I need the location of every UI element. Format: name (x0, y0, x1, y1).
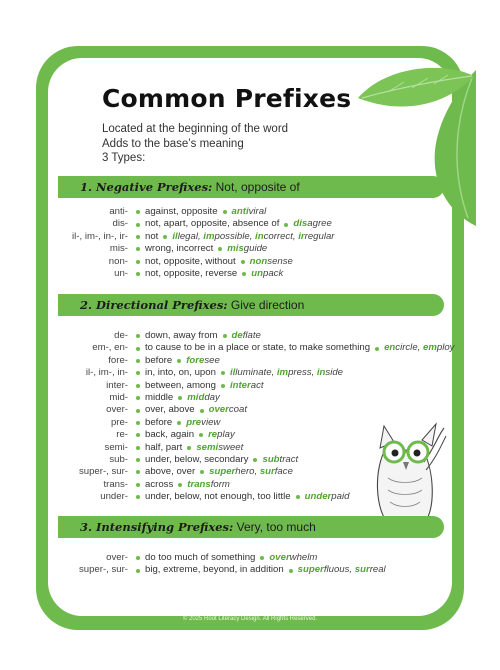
example-prefix-highlight: im (203, 230, 215, 242)
prefix-list (48, 206, 452, 280)
example-base: paid (331, 491, 350, 503)
prefix-row (48, 552, 452, 564)
prefix-meaning: over, above (145, 404, 195, 416)
example-prefix-highlight: ir (298, 230, 305, 242)
prefix-label: em-, en- (92, 342, 128, 354)
example-base: view (201, 416, 221, 428)
bullet-dot (223, 210, 227, 214)
prefix-meaning: middle (145, 391, 174, 403)
prefix-row (48, 564, 452, 576)
example-word (209, 466, 293, 478)
prefix-meaning: not, apart, opposite, absence of (145, 218, 280, 230)
example-word (250, 256, 293, 268)
prefix-row (48, 342, 455, 354)
prefix-meaning: not (145, 230, 159, 242)
prefix-meaning: before (145, 354, 173, 366)
example-word (227, 243, 267, 255)
prefix-meaning: across (145, 478, 174, 490)
bullet-dot (218, 247, 222, 251)
prefix-meaning: not, opposite, reverse (145, 267, 238, 279)
bullet-dot (136, 223, 140, 227)
prefix-label: over- (106, 552, 128, 563)
example-word (232, 330, 261, 342)
example-word (262, 454, 298, 466)
bullet-dot (136, 359, 140, 363)
bullet-dot (223, 334, 227, 338)
bullet-dot (136, 235, 140, 239)
example-base: flate (242, 330, 261, 341)
bullet-dot (221, 384, 225, 388)
prefix-meaning: do too much of something (145, 552, 256, 563)
prefix-row (48, 330, 452, 342)
bullet-dot (375, 347, 379, 351)
prefix-meaning: big, extreme, beyond, in addition (145, 564, 284, 576)
example-base: see (204, 354, 220, 366)
bullet-dot (136, 483, 140, 487)
prefix-meaning: before (145, 416, 173, 428)
prefix-row (48, 243, 452, 255)
prefix-label: super-, sur- (78, 466, 128, 478)
example-prefix-highlight: super (209, 466, 236, 478)
intro-line: Located at the beginning of the word (102, 123, 289, 135)
example-word (209, 404, 247, 416)
example-prefix-highlight: non (249, 255, 268, 267)
example-base: guide (243, 243, 268, 255)
bullet-dot (199, 433, 203, 437)
example-word (251, 268, 283, 280)
bullet-dot (136, 272, 140, 276)
prefix-meaning: under, below, secondary (145, 453, 249, 465)
bullet-dot (200, 470, 204, 474)
example-word (384, 342, 454, 354)
prefix-row (48, 392, 452, 404)
bullet-dot (200, 409, 204, 413)
intro-line: 3 Types: (102, 152, 146, 164)
prefix-label: un- (114, 267, 128, 279)
example-base: whelm (289, 552, 318, 563)
section-description: Very, too much (233, 520, 316, 534)
example-word (172, 231, 334, 243)
example-base: correct, (263, 230, 299, 242)
bullet-dot (136, 458, 140, 462)
bullet-dot (241, 260, 245, 264)
bullet-dot (136, 433, 140, 437)
bullet-dot (260, 556, 264, 560)
example-word (187, 392, 220, 404)
page-title: Common Prefixes (102, 84, 352, 113)
prefix-label: pre- (110, 416, 128, 428)
prefix-label: mid- (109, 391, 128, 403)
section-title: 3. Intensifying Prefixes: (80, 520, 234, 534)
example-prefix-highlight: un (251, 267, 263, 279)
example-base: regular (304, 230, 335, 242)
example-base: circle, (395, 342, 423, 354)
example-prefix-highlight: super (297, 564, 324, 576)
section-title: 1. Negative Prefixes: (80, 180, 213, 194)
bullet-dot (178, 483, 182, 487)
prefix-meaning: above, over (145, 466, 196, 478)
example-base: real (369, 564, 386, 576)
example-prefix-highlight: il (229, 367, 236, 379)
prefix-label: il-, im-, in- (85, 367, 128, 379)
bullet-dot (284, 223, 288, 227)
bullet-dot (136, 247, 140, 251)
prefix-label: anti- (109, 206, 128, 217)
bullet-dot (187, 446, 191, 450)
bullet-dot (296, 495, 300, 499)
bullet-dot (242, 272, 246, 276)
bullet-dot (136, 384, 140, 388)
example-prefix-highlight: inter (229, 379, 251, 391)
bullet-dot (136, 260, 140, 264)
prefix-label: dis- (112, 218, 128, 230)
prefix-meaning: wrong, incorrect (145, 243, 214, 255)
copyright-footer: © 2025 Root Literacy Design. All Rights Reserved. (182, 616, 318, 622)
example-word (269, 552, 317, 564)
bullet-dot (253, 458, 257, 462)
bullet-dot (136, 556, 140, 560)
example-base: day (204, 391, 220, 403)
bullet-dot (136, 371, 140, 375)
prefix-label: sub- (109, 453, 128, 465)
bullet-dot (136, 347, 140, 351)
prefix-meaning: not, opposite, without (145, 255, 236, 267)
example-prefix-highlight: il (172, 230, 178, 242)
prefix-row (48, 355, 452, 367)
example-prefix-highlight: sur (259, 466, 275, 478)
bullet-dot (136, 446, 140, 450)
prefix-label: super-, sur- (78, 564, 128, 576)
example-word (293, 218, 331, 230)
prefix-row (48, 268, 452, 280)
example-prefix-highlight: over (208, 404, 229, 416)
section-heading-directional (58, 294, 444, 316)
example-base: luminate, (235, 367, 277, 379)
prefix-meaning: between, among (145, 379, 216, 391)
prefix-label: semi- (104, 441, 128, 453)
prefix-meaning: to cause to be in a place or state, to make something (145, 342, 371, 354)
section-description: Give direction (227, 298, 305, 312)
prefix-label: il-, im-, in-, ir- (72, 230, 128, 242)
prefix-label: trans- (103, 478, 128, 490)
example-word (208, 429, 235, 441)
bullet-dot (177, 359, 181, 363)
intro-line: Adds to the base’s meaning (102, 137, 244, 150)
prefix-label: mis- (109, 243, 128, 255)
example-prefix-highlight: anti (231, 206, 249, 217)
example-base: hero, (235, 466, 260, 478)
prefix-row (48, 218, 452, 230)
prefix-row (48, 256, 452, 268)
example-base: legal, (177, 230, 204, 242)
example-base: pack (263, 267, 284, 279)
example-prefix-highlight: trans (187, 478, 211, 490)
bullet-dot (136, 210, 140, 214)
prefix-label: over- (106, 404, 128, 416)
example-prefix-highlight: im (276, 367, 289, 379)
example-word (186, 355, 220, 367)
prefix-meaning: under, below, not enough, too little (145, 491, 291, 503)
example-word (196, 442, 243, 454)
section-title: 2. Directional Prefixes: (80, 298, 228, 312)
bullet-dot (136, 421, 140, 425)
bullet-dot (136, 334, 140, 338)
example-prefix-highlight: fore (186, 354, 205, 366)
example-word (186, 417, 220, 429)
example-word (230, 380, 264, 392)
example-base: fluous, (323, 564, 355, 576)
example-prefix-highlight: over (269, 552, 290, 563)
example-base: coat (228, 404, 248, 416)
example-base: possible, (214, 230, 256, 242)
example-base: sense (267, 255, 293, 267)
prefix-row (48, 404, 452, 416)
bullet-dot (136, 495, 140, 499)
example-prefix-highlight: under (304, 491, 332, 503)
example-word (232, 206, 267, 218)
bullet-dot (289, 569, 293, 573)
example-base: agree (307, 218, 332, 230)
example-word (298, 564, 386, 576)
example-base: side (325, 367, 344, 379)
bullet-dot (136, 470, 140, 474)
example-prefix-highlight: mis (227, 243, 244, 255)
poster-frame (36, 46, 464, 630)
prefix-row (48, 206, 452, 218)
example-base: press, (288, 367, 317, 379)
prefix-meaning: against, opposite (145, 206, 218, 217)
bullet-dot (136, 569, 140, 573)
example-word (230, 367, 343, 379)
example-base: tract (279, 453, 299, 465)
bullet-dot (163, 235, 167, 239)
leaf-icon (348, 58, 476, 228)
section-description: Not, opposite of (212, 180, 300, 194)
example-base: play (217, 429, 235, 441)
prefix-meaning: down, away from (145, 330, 218, 341)
example-base: viral (248, 206, 267, 217)
prefix-row (48, 367, 452, 379)
example-word (187, 479, 230, 491)
example-prefix-highlight: dis (293, 218, 308, 230)
bullet-dot (178, 396, 182, 400)
prefix-row (48, 231, 452, 243)
example-prefix-highlight: in (255, 230, 264, 242)
section-heading-intensifying (58, 516, 444, 538)
example-prefix-highlight: sub (262, 453, 280, 465)
example-base: act (250, 379, 264, 391)
example-base: face (274, 466, 293, 478)
prefix-label: re- (116, 429, 128, 441)
prefix-label: de- (114, 330, 128, 341)
prefix-list (48, 552, 452, 577)
example-base: ploy (436, 342, 455, 354)
content-panel (48, 58, 455, 616)
example-base: form (210, 478, 230, 490)
intro-text (102, 122, 288, 166)
prefix-label: fore- (108, 354, 128, 366)
example-prefix-highlight: in (316, 367, 326, 379)
example-prefix-highlight: semi (196, 441, 219, 453)
bullet-dot (136, 396, 140, 400)
example-prefix-highlight: mid (187, 391, 205, 403)
prefix-label: under- (100, 491, 128, 503)
example-prefix-highlight: en (384, 342, 396, 354)
example-word (305, 491, 350, 503)
prefix-meaning: back, again (145, 429, 195, 441)
prefix-label: non- (108, 255, 128, 267)
example-prefix-highlight: re (208, 429, 218, 441)
example-prefix-highlight: pre (186, 416, 202, 428)
bullet-dot (221, 371, 225, 375)
bullet-dot (177, 421, 181, 425)
bullet-dot (136, 409, 140, 413)
prefix-row (48, 380, 452, 392)
prefix-meaning: half, part (145, 441, 183, 453)
prefix-label: inter- (106, 379, 128, 391)
section-heading-negative (58, 176, 444, 198)
example-prefix-highlight: em (422, 342, 437, 354)
example-base: sweet (218, 441, 244, 453)
prefix-meaning: in, into, on, upon (145, 367, 216, 379)
example-prefix-highlight: sur (354, 564, 370, 576)
example-prefix-highlight: de (231, 330, 243, 341)
